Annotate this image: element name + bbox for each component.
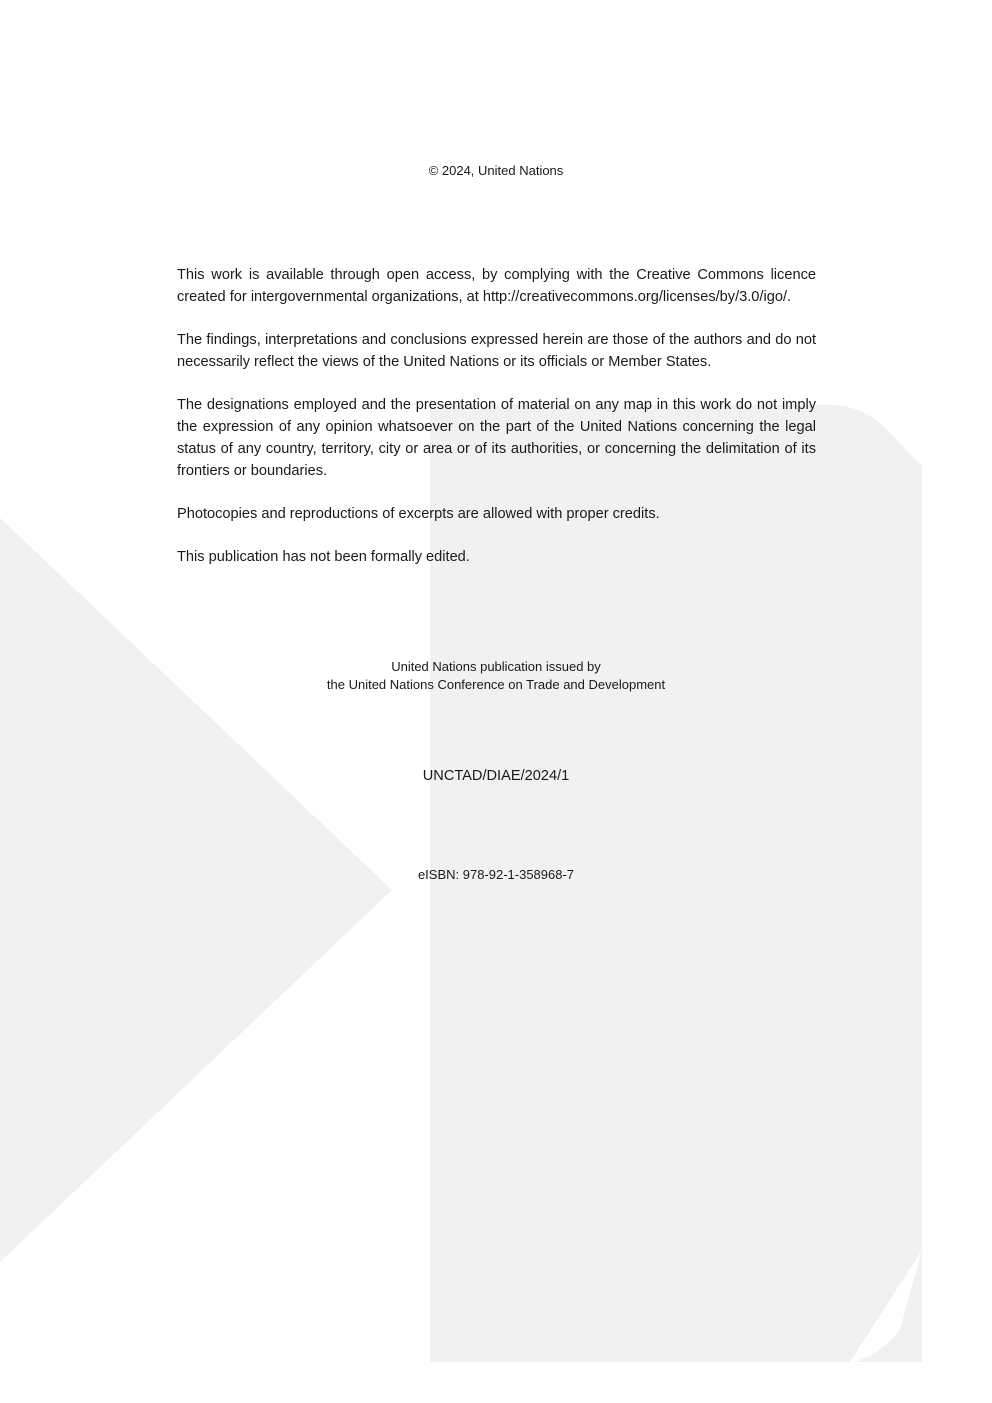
open-access-notice: This work is available through open access, by complying with the Creative Commons licence created for intergovernmental organizations, at http://creativecommons.org/licenses/by/3.0/igo/. xyxy=(177,267,816,305)
eisbn: eISBN: 978-92-1-358968-7 xyxy=(417,867,575,882)
disclaimer-views: The findings, interpretations and conclusions expressed herein are those of the authors and do not necessarily reflect the views of the United Nations or its officials or Member States. xyxy=(177,332,816,370)
publisher-statement xyxy=(0,658,992,693)
reproduction-notice: Photocopies and reproductions of excerpts are allowed with proper credits. xyxy=(177,505,660,522)
publisher-line-2: the United Nations Conference on Trade and Development xyxy=(326,676,666,692)
copyright-notice: © 2024, United Nations xyxy=(428,163,564,178)
editing-notice: This publication has not been formally edited. xyxy=(177,549,470,566)
publisher-line-1: United Nations publication issued by xyxy=(391,659,601,674)
document-symbol: UNCTAD/DIAE/2024/1 xyxy=(422,768,570,784)
disclaimer-designations: The designations employed and the presentation of material on any map in this work do not imply the expression of any opinion whatsoever on the part of the United Nations concerning the legal status of any country, territory, city or area or of its authorities, or concerning the delimitation of its frontiers or boundaries. xyxy=(177,397,816,479)
legal-notices xyxy=(177,265,816,590)
